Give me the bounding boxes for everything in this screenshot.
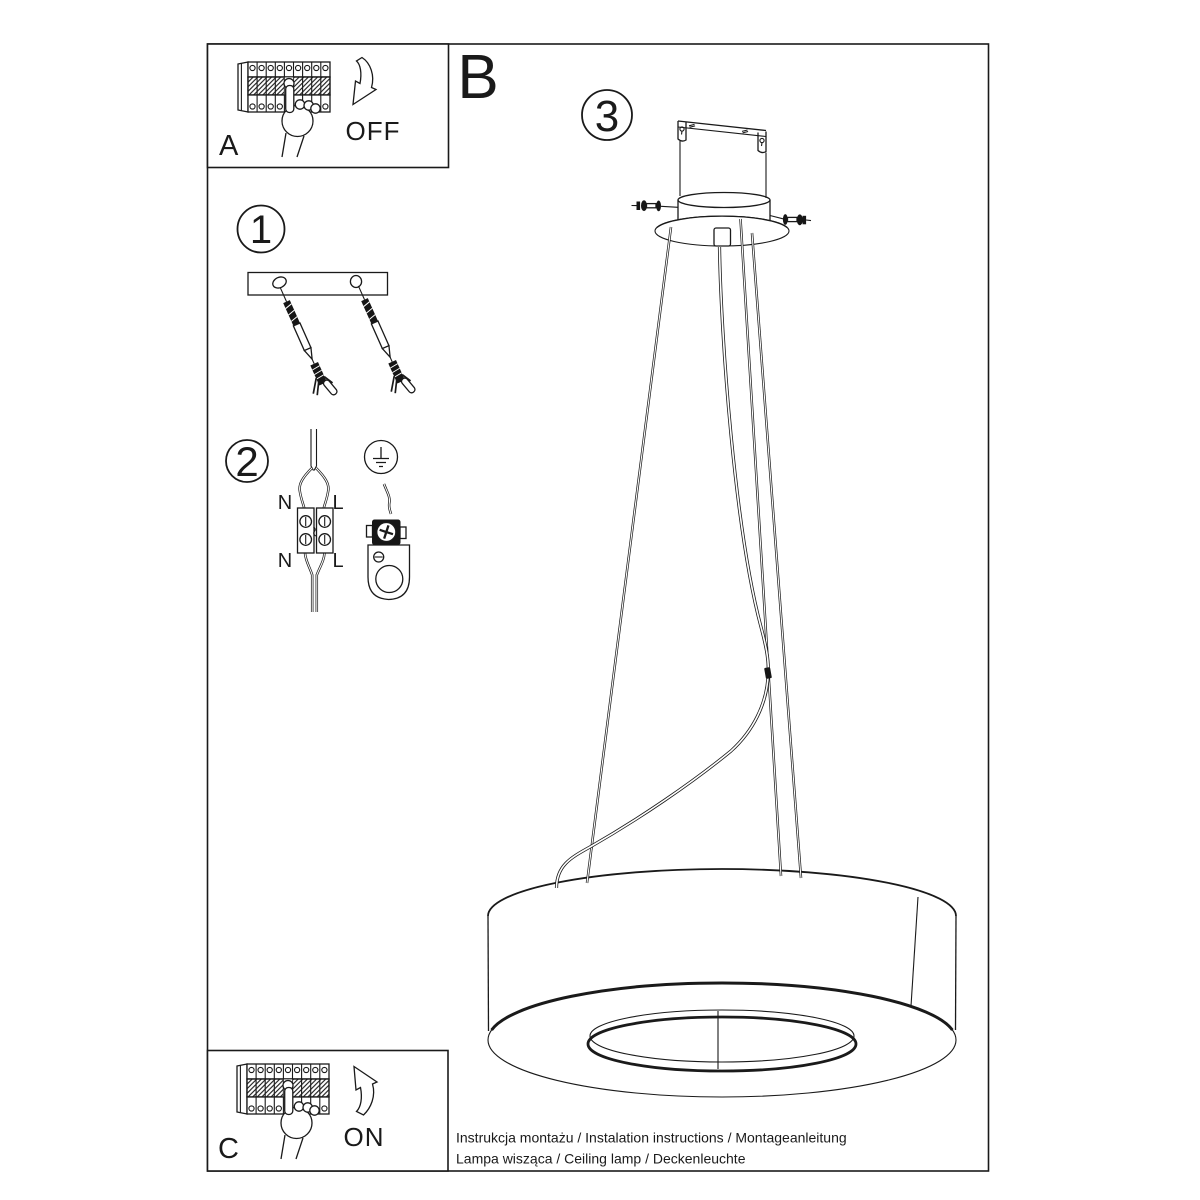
lamp-right-wall	[956, 916, 957, 1030]
power-on-box	[208, 1051, 449, 1172]
page-border	[208, 44, 989, 1171]
neutral-label-top: N	[277, 492, 293, 514]
step-3-number: 3	[594, 92, 620, 141]
mounting-rail-icon	[248, 273, 388, 296]
section-b-label: B	[457, 43, 499, 112]
power-off-box	[208, 44, 449, 168]
lamp-left-wall	[488, 916, 489, 1031]
on-label: ON	[343, 1122, 385, 1152]
box-a-label: A	[219, 130, 239, 162]
footer-line-2: Lampa wisząca / Ceiling lamp / Deckenleuchte	[456, 1150, 746, 1167]
live-label-top: L	[332, 492, 344, 514]
ground-clamp-icon	[367, 520, 410, 600]
live-label-bottom: L	[332, 550, 344, 572]
footer-line-1: Instrukcja montażu / Instalation instructions / Montageanleitung	[456, 1129, 847, 1146]
neutral-label-bottom: N	[277, 550, 293, 572]
step-2-number: 2	[235, 438, 259, 485]
off-label: OFF	[345, 116, 401, 146]
step-1-number: 1	[249, 208, 273, 252]
box-c-label: C	[218, 1133, 239, 1165]
